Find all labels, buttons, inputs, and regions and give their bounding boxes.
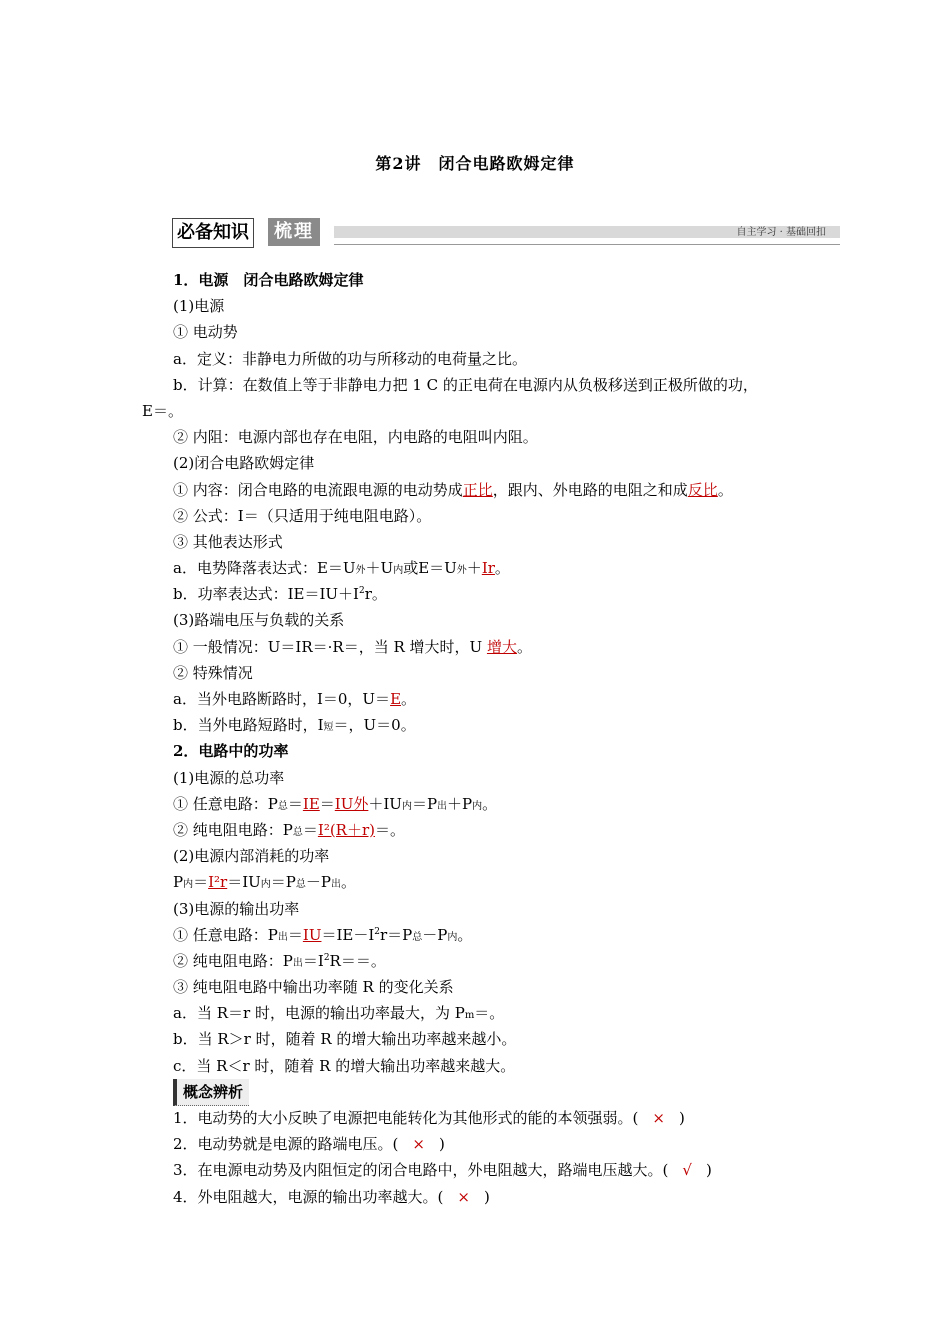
text-run: 2．电路中的功率	[173, 742, 289, 761]
banner-label-main: 必备知识	[172, 218, 254, 248]
judgement-mark: ×	[412, 1135, 425, 1154]
text-run: ＝IE－I	[321, 925, 375, 944]
text-run: ＋IU	[368, 794, 402, 813]
banner-label-highlight: 梳理	[268, 218, 320, 246]
judgement-mark: √	[682, 1161, 692, 1180]
text-line	[142, 738, 842, 764]
text-run: ＝	[302, 820, 318, 839]
text-line	[142, 1000, 842, 1026]
subscript: 总	[292, 826, 303, 838]
page-title: 第2讲 闭合电路欧姆定律	[375, 154, 575, 173]
concept-heading	[173, 1079, 249, 1106]
text-line	[142, 450, 842, 476]
text-run: b．当外电路短路时，I	[173, 716, 324, 735]
superscript: 2	[358, 586, 365, 597]
answer-blank: IE	[302, 794, 320, 813]
text-line	[142, 1105, 842, 1131]
text-run: ① 任意电路：P	[173, 925, 278, 944]
text-run: ＝，U＝0。	[333, 716, 416, 735]
answer-blank: IU外	[334, 794, 369, 813]
text-run: (3)路端电压与负载的关系	[173, 611, 345, 630]
text-run: 。	[717, 480, 733, 499]
text-run: )	[483, 1187, 490, 1206]
answer-blank: IU	[302, 925, 322, 944]
answer-blank: 反比	[687, 480, 718, 499]
text-line	[142, 555, 842, 581]
text-run: (2)闭合电路欧姆定律	[173, 454, 315, 473]
text-run: ＋	[466, 559, 482, 578]
text-line	[142, 1131, 842, 1157]
text-run: )	[705, 1161, 712, 1180]
text-run: 。	[340, 873, 356, 892]
text-run: ＋U	[365, 559, 394, 578]
section-banner	[172, 218, 840, 248]
text-run: ② 公式：I＝（只适用于纯电阻电路）。	[173, 506, 432, 525]
text-line	[142, 1157, 842, 1183]
text-line	[142, 765, 842, 791]
text-run: P	[173, 873, 184, 892]
answer-blank: I²(R＋r)	[317, 820, 375, 839]
text-run: c．当 R＜r 时，随着 R 的增大输出功率越来越大。	[173, 1056, 516, 1075]
text-line	[142, 896, 842, 922]
text-run: ③ 其他表达形式	[173, 532, 283, 551]
text-run: (3)电源的输出功率	[173, 899, 300, 918]
text-run: a．当外电路断路时，I＝0，U＝	[173, 690, 391, 708]
text-run: 4．外电阻越大，电源的输出功率越大。(	[173, 1187, 444, 1206]
answer-blank: Ir	[481, 559, 495, 578]
text-run: －P	[422, 925, 448, 944]
text-run: (1)电源的总功率	[173, 768, 285, 787]
text-line	[142, 686, 842, 712]
text-run: (2)电源内部消耗的功率	[173, 847, 330, 866]
text-run: 1．电源 闭合电路欧姆定律	[173, 271, 364, 289]
text-run: ＝P	[411, 794, 438, 813]
text-run: 。	[482, 794, 498, 813]
text-run: 。	[457, 925, 473, 944]
text-run: ＋P	[447, 794, 473, 813]
text-run: 。	[516, 637, 532, 656]
text-run: R＝＝。	[329, 951, 386, 970]
text-run: ① 任意电路：P	[173, 794, 278, 813]
superscript: 2	[323, 952, 330, 963]
subscript: 总	[295, 879, 306, 891]
superscript: 2	[374, 926, 381, 937]
text-run: 概念辨析	[183, 1082, 244, 1101]
text-run: b．功率表达式：IE＝IU＋I	[173, 585, 359, 604]
subscript: 内	[401, 800, 412, 812]
text-line	[142, 634, 842, 660]
text-run: 。	[494, 559, 510, 578]
text-line	[142, 529, 842, 555]
text-run: ① 内容：闭合电路的电流跟电源的电动势成	[173, 480, 463, 499]
text-run: ＝IU	[227, 873, 261, 892]
subscript: 出	[277, 931, 288, 943]
text-run: b．当 R＞r 时，随着 R 的增大输出功率越来越小。	[173, 1030, 517, 1049]
text-line	[142, 477, 842, 503]
text-run: )	[678, 1109, 685, 1127]
text-run: 2．电动势就是电源的路端电压。(	[173, 1135, 399, 1154]
subscript: 内	[472, 800, 483, 812]
text-run: )	[438, 1135, 445, 1154]
text-run: ② 纯电阻电路：P	[173, 951, 293, 970]
answer-blank: I²r	[208, 873, 228, 892]
text-run: ＝。	[375, 820, 406, 839]
text-run: ② 纯电阻电路：P	[173, 820, 293, 839]
text-run: a．电势降落表达式：E＝U	[173, 559, 356, 578]
text-run: ＝	[287, 794, 303, 813]
answer-blank: E	[390, 690, 402, 708]
text-run: ＝	[193, 873, 209, 892]
answer-blank: 正比	[462, 480, 493, 499]
judgement-mark: ×	[457, 1187, 470, 1206]
text-run: 或E＝U	[403, 559, 457, 578]
text-run: ② 内阻：电源内部也存在电阻，内电路的电阻叫内阻。	[173, 428, 538, 447]
text-line	[142, 319, 842, 345]
text-run: ③ 纯电阻电路中输出功率随 R 的变化关系	[173, 978, 454, 997]
subscript: 外	[355, 565, 366, 577]
text-line	[142, 922, 842, 948]
text-line	[142, 869, 842, 895]
text-run: r。	[364, 585, 387, 604]
banner-subtitle: 自主学习 · 基础回扣	[736, 227, 826, 238]
text-line	[142, 974, 842, 1000]
text-line	[142, 843, 842, 869]
subscript: 内	[447, 931, 458, 943]
text-run: －P	[305, 873, 331, 892]
judgement-mark: ×	[652, 1109, 665, 1127]
text-line	[142, 1053, 842, 1079]
text-run: ＝	[287, 925, 303, 944]
subscript: 总	[412, 931, 423, 943]
text-line	[142, 267, 842, 293]
text-run: a．当 R＝r 时，电源的输出功率最大，为 P	[173, 1004, 465, 1023]
text-line	[142, 346, 842, 372]
text-run: E＝。	[142, 401, 183, 420]
subscript: 出	[292, 957, 303, 969]
banner-rule	[334, 244, 840, 245]
text-line	[142, 791, 842, 817]
document-body	[142, 267, 842, 1210]
text-line	[142, 1026, 842, 1052]
text-run: ＝	[319, 794, 335, 813]
text-run: a．定义：非静电力所做的功与所移动的电荷量之比。	[173, 349, 527, 368]
text-run: ② 特殊情况	[173, 663, 253, 682]
subscript: 出	[330, 879, 341, 891]
text-line	[142, 293, 842, 319]
text-run: ，跟内、外电路的电阻之和成	[492, 480, 688, 499]
text-line	[142, 607, 842, 633]
text-line	[142, 581, 842, 607]
text-line	[142, 398, 842, 424]
text-line	[142, 1184, 842, 1210]
text-line	[142, 424, 842, 450]
text-run: ① 一般情况：U＝IR＝·R＝，当 R 增大时，U	[173, 637, 487, 656]
subscript: 内	[260, 879, 271, 891]
text-line	[142, 660, 842, 686]
text-line	[142, 948, 842, 974]
text-line	[142, 712, 842, 738]
subscript: 短	[323, 722, 334, 734]
text-run: ＝。	[474, 1004, 505, 1023]
answer-blank: 增大	[486, 637, 517, 656]
subscript: 内	[393, 565, 404, 577]
text-run: 。	[401, 690, 417, 708]
text-line	[142, 372, 842, 398]
text-run: b．计算：在数值上等于非静电力把 1 C 的正电荷在电源内从负极移送到正极所做的功，	[173, 375, 758, 394]
text-line	[142, 817, 842, 843]
text-run: r＝P	[380, 925, 413, 944]
text-line	[142, 503, 842, 529]
subscript: 外	[456, 565, 467, 577]
text-run: 1．电动势的大小反映了电源把电能转化为其他形式的能的本领强弱。(	[173, 1109, 639, 1127]
subscript: 出	[437, 800, 448, 812]
subscript: 内	[183, 879, 194, 891]
subscript: 总	[277, 800, 288, 812]
text-line	[142, 1079, 842, 1105]
text-run: 3．在电源电动势及内阻恒定的闭合电路中，外电阻越大，路端电压越大。(	[173, 1161, 669, 1180]
text-run: ＝P	[270, 873, 296, 892]
text-run: ① 电动势	[173, 323, 238, 342]
text-run: (1)电源	[173, 297, 225, 316]
text-run: ＝I	[302, 951, 324, 970]
subscript: m	[464, 1010, 475, 1022]
